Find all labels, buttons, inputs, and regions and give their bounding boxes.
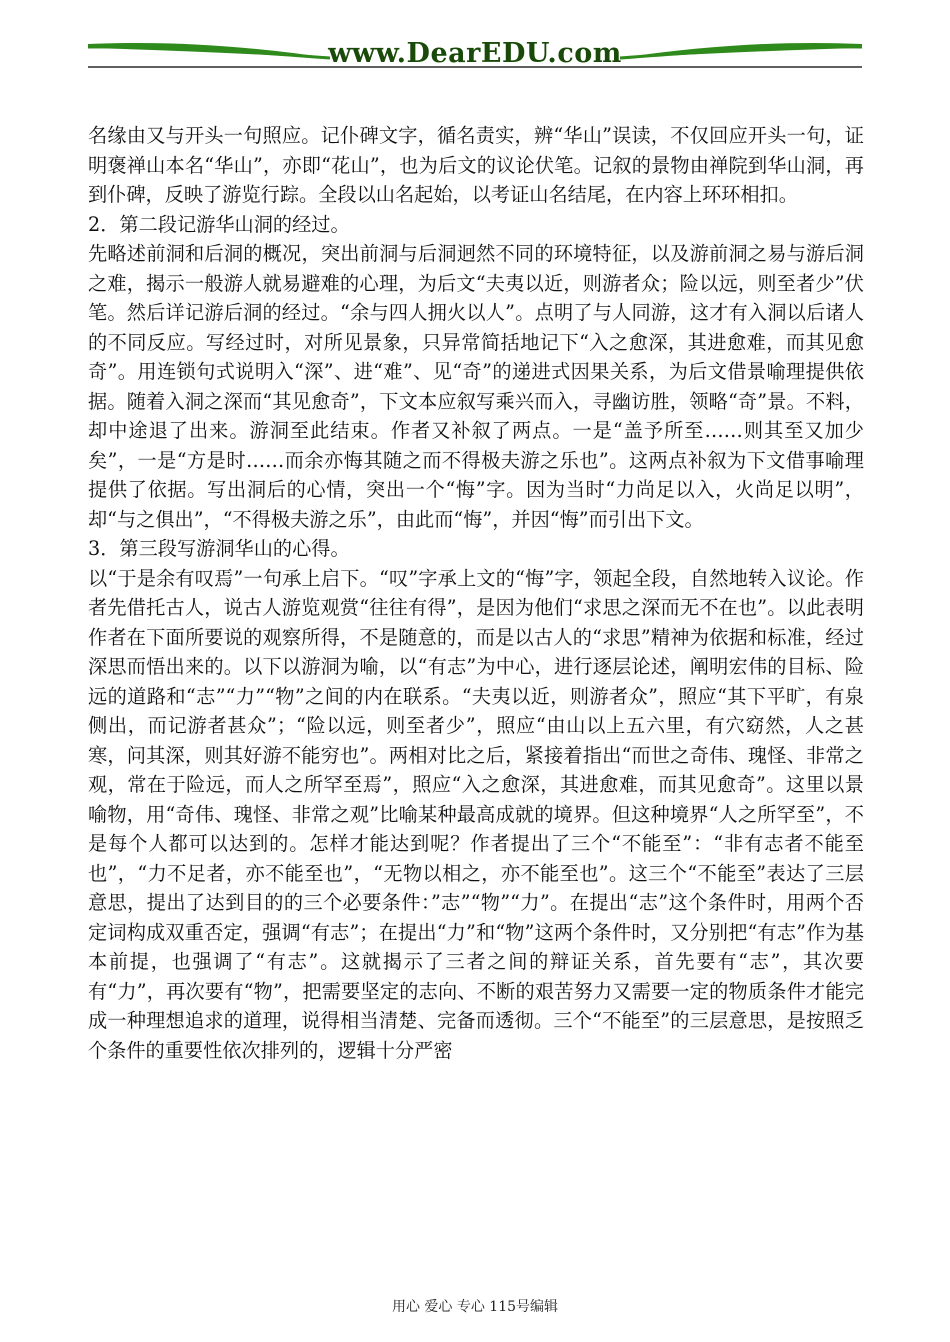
page-footer: 用心 爱心 专心 115号编辑: [391, 1299, 559, 1315]
paragraph-1: 名缘由又与开头一句照应。记仆碑文字，循名责实，辨“华山”误读，不仅回应开头一句，证明褒禅山本名“华山”，亦即“花山”，也为后文的议论伏笔。记叙的景物由禅院到华山洞，再到仆碑，反映了游览行踪。全段以山名起始，以考证山名结尾，在内容上环环相扣。: [88, 124, 864, 206]
site-logo: www.DearEDU.com: [328, 38, 622, 69]
section-heading-2: 2．第二段记游华山洞的经过。: [88, 212, 350, 236]
page-header: [0, 0, 950, 80]
article-body: [88, 121, 864, 1065]
paragraph-3: 以“于是余有叹焉”一句承上启下。“叹”字承上文的“悔”字，领起全段，自然地转入议论。作者先借托古人，说古人游览观赏“往往有得”，是因为他们“求思之深而无不在也”。以此表明作者在下面所要说的观察所得，不是随意的，而是以古人的“求思”精神为依据和标准，经过深思而悟出来的。以下以游洞为喻，以“有志”为中心，进行逐层论述，阐明宏伟的目标、险远的道路和“志”“力”“物”之间的内在联系。“夫夷以近，则游者众”，照应“其下平旷，有泉侧出，而记游者甚众”；“险以远，则至者少”，照应“由山以上五六里，有穴窈然，人之甚寒，问其深，则其好游不能穷也”。两相对比之后，紧接着指出“而世之奇伟、瑰怪、非常之观，常在于险远，而人之所罕至焉”，照应“入之愈深，其进愈难，而其见愈奇”。这里以景喻物，用“奇伟、瑰怪、非常之观”比喻某种最高成就的境界。但这种境界“人之所罕至”，不是每个人都可以达到的。怎样才能达到呢？作者提出了三个“不能至”：“非有志者不能至也”，“力不足者，亦不能至也”，“无物以相之，亦不能至也”。这三个“不能至”表达了三层意思，提出了达到目的的三个必要条件：”志”“物”“力”。在提出“志”这个条件时，用两个否定词构成双重否定，强调“有志”；在提出“力”和“物”这两个条件时，又分别把“有志”作为基本前提，也强调了“有志”。这就揭示了三者之间的辩证关系，首先要有“志”，其次要有“力”，再次要有“物”，把需要坚定的志向、不断的艰苦努力又需要一定的物质条件才能完成一种理想追求的道理，说得相当清楚、完备而透彻。三个“不能至”的三层意思，是按照乏个条件的重要性依次排列的，逻辑十分严密: [88, 566, 864, 1062]
section-heading-3: 3．第三段写游洞华山的心得。: [88, 537, 350, 560]
paragraph-2: 先略述前洞和后洞的概况，突出前洞与后洞迥然不同的环境特征，以及游前洞之易与游后洞之难，揭示一般游人就易避难的心理，为后文“夫夷以近，则游者众；险以远，则至者少”伏笔。然后详记游后洞的经过。“余与四人拥火以人”。点明了与人同游，这才有入洞以后诸人的不同反应。写经过时，对所见景象，只异常简括地记下“入之愈深，其进愈难，而其见愈奇”。用连锁句式说明入“深”、进“难”、见“奇”的递进式因果关系，为后文借景喻理提供依据。随着入洞之深而“其见愈奇”，下文本应叙写乘兴而入，寻幽访胜，领略“奇”景。不料，却中途退了出来。游洞至此结束。作者又补叙了两点。一是“盖予所至……则其至又加少矣”，一是“方是时……而余亦悔其随之而不得极夫游之乐也”。这两点补叙为下文借事喻理提供了依据。写出洞后的心情，突出一个“悔”字。因为当时“力尚足以入，火尚足以明”，却“与之俱出”，“不得极夫游之乐”，由此而“悔”，并因“悔”而引出下文。: [88, 242, 864, 531]
